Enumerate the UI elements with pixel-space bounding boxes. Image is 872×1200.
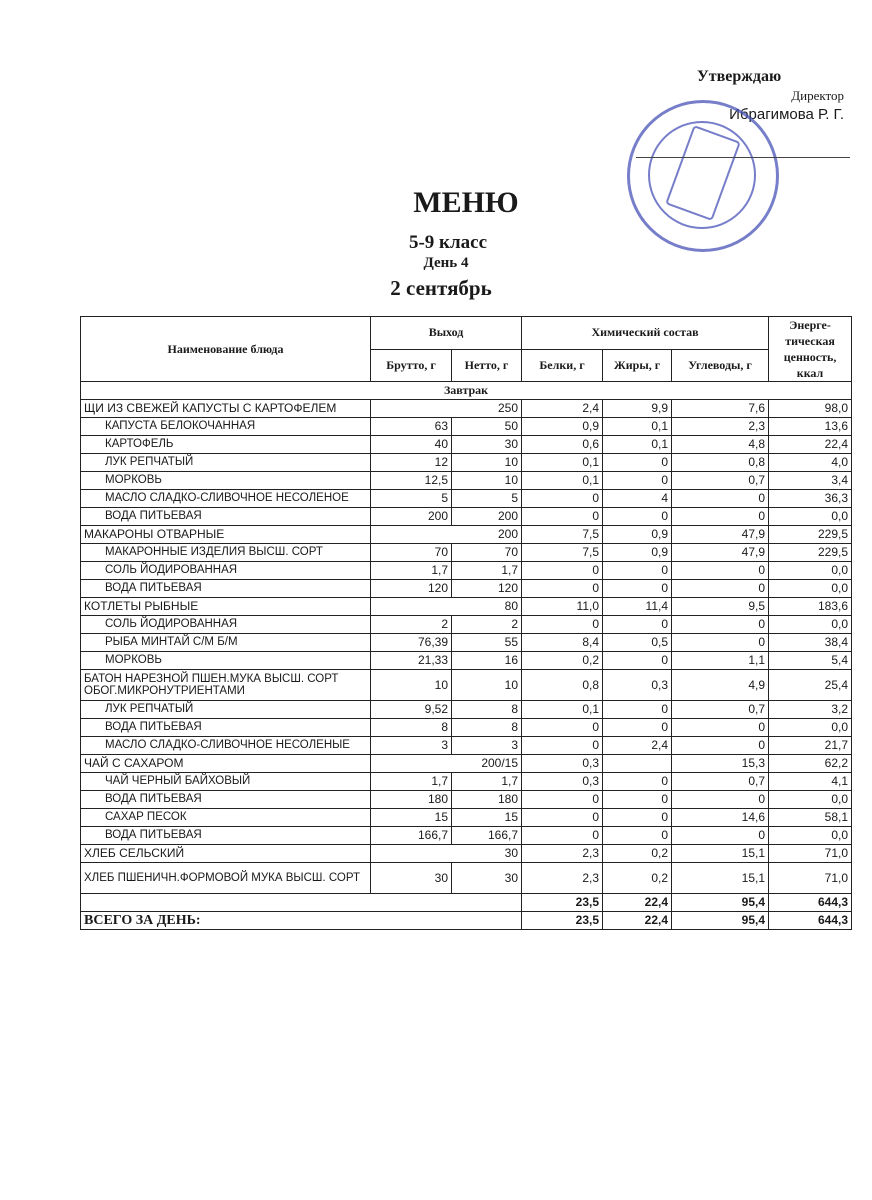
ingredient-fat: 0	[603, 791, 672, 809]
ingredient-protein: 0	[522, 580, 603, 598]
ingredient-carbs: 15,1	[672, 863, 769, 894]
ingredient-netto: 70	[452, 544, 522, 562]
ingredient-netto: 15	[452, 809, 522, 827]
ingredient-fat: 0	[603, 701, 672, 719]
ingredient-fat: 0	[603, 562, 672, 580]
dish-energy: 98,0	[769, 400, 852, 418]
ingredient-netto: 180	[452, 791, 522, 809]
ingredient-brutto: 30	[371, 863, 452, 894]
section-breakfast: Завтрак	[81, 382, 852, 400]
approver-name: Ибрагимова Р. Г.	[729, 106, 844, 123]
col-header-carbs: Углеводы, г	[672, 349, 769, 382]
ingredient-fat: 0	[603, 719, 672, 737]
ingredient-netto: 5	[452, 490, 522, 508]
ingredient-row	[81, 418, 852, 436]
ingredient-brutto: 5	[371, 490, 452, 508]
day-label: День 4	[423, 255, 469, 271]
ingredient-brutto: 12,5	[371, 472, 452, 490]
ingredient-name: БАТОН НАРЕЗНОЙ ПШЕН.МУКА ВЫСШ. СОРТ ОБОГ.МИКРОНУТРИЕНТАМИ	[81, 670, 371, 701]
dish-fat: 0,9	[603, 526, 672, 544]
ingredient-fat: 0	[603, 809, 672, 827]
dish-output: 30	[371, 845, 522, 863]
ingredient-row	[81, 634, 852, 652]
ingredient-name: МОРКОВЬ	[81, 652, 371, 670]
ingredient-brutto: 120	[371, 580, 452, 598]
menu-table	[80, 316, 852, 930]
ingredient-fat: 0	[603, 827, 672, 845]
ingredient-energy: 0,0	[769, 616, 852, 634]
ingredient-protein: 0,1	[522, 701, 603, 719]
ingredient-brutto: 40	[371, 436, 452, 454]
dish-fat: 0,2	[603, 845, 672, 863]
ingredient-carbs: 0	[672, 737, 769, 755]
ingredient-brutto: 9,52	[371, 701, 452, 719]
ingredient-energy: 13,6	[769, 418, 852, 436]
ingredient-energy: 22,4	[769, 436, 852, 454]
ingredient-protein: 0	[522, 791, 603, 809]
ingredient-netto: 50	[452, 418, 522, 436]
ingredient-row	[81, 809, 852, 827]
ingredient-fat: 0,9	[603, 544, 672, 562]
ingredient-row	[81, 670, 852, 701]
ingredient-carbs: 0	[672, 791, 769, 809]
ingredient-netto: 166,7	[452, 827, 522, 845]
dish-protein: 7,5	[522, 526, 603, 544]
ingredient-carbs: 2,3	[672, 418, 769, 436]
ingredient-carbs: 0	[672, 634, 769, 652]
ingredient-protein: 8,4	[522, 634, 603, 652]
ingredient-brutto: 12	[371, 454, 452, 472]
ingredient-protein: 0,3	[522, 773, 603, 791]
col-header-netto: Нетто, г	[452, 349, 522, 382]
dish-row	[81, 400, 852, 418]
ingredient-fat: 0	[603, 454, 672, 472]
col-header-fat: Жиры, г	[603, 349, 672, 382]
dish-name: МАКАРОНЫ ОТВАРНЫЕ	[81, 526, 371, 544]
subtotal-protein: 23,5	[522, 894, 603, 912]
ingredient-name: СОЛЬ ЙОДИРОВАННАЯ	[81, 562, 371, 580]
ingredient-carbs: 0	[672, 580, 769, 598]
total-carbs: 95,4	[672, 912, 769, 930]
date-label: 2 сентябрь	[390, 276, 492, 300]
ingredient-netto: 10	[452, 472, 522, 490]
ingredient-carbs: 4,9	[672, 670, 769, 701]
dish-carbs: 15,1	[672, 845, 769, 863]
ingredient-name: РЫБА МИНТАЙ С/М Б/М	[81, 634, 371, 652]
total-label: ВСЕГО ЗА ДЕНЬ:	[81, 912, 522, 930]
dish-row	[81, 845, 852, 863]
col-header-brutto: Брутто, г	[371, 349, 452, 382]
ingredient-energy: 0,0	[769, 791, 852, 809]
ingredient-protein: 0	[522, 719, 603, 737]
dish-name: ХЛЕБ СЕЛЬСКИЙ	[81, 845, 371, 863]
dish-fat: 11,4	[603, 598, 672, 616]
ingredient-energy: 71,0	[769, 863, 852, 894]
ingredient-row	[81, 773, 852, 791]
ingredient-netto: 30	[452, 436, 522, 454]
ingredient-carbs: 0,7	[672, 701, 769, 719]
subtotal-energy: 644,3	[769, 894, 852, 912]
class-label: 5-9 класс	[408, 232, 488, 253]
ingredient-fat: 0	[603, 616, 672, 634]
ingredient-protein: 0	[522, 827, 603, 845]
ingredient-fat: 0,3	[603, 670, 672, 701]
ingredient-carbs: 0	[672, 719, 769, 737]
ingredient-fat: 2,4	[603, 737, 672, 755]
ingredient-name: ВОДА ПИТЬЕВАЯ	[81, 719, 371, 737]
ingredient-netto: 8	[452, 701, 522, 719]
ingredient-fat: 0,1	[603, 436, 672, 454]
ingredient-energy: 5,4	[769, 652, 852, 670]
ingredient-energy: 21,7	[769, 737, 852, 755]
dish-energy: 71,0	[769, 845, 852, 863]
dish-output: 200	[371, 526, 522, 544]
ingredient-name: МАСЛО СЛАДКО-СЛИВОЧНОЕ НЕСОЛЕНОЕ	[81, 490, 371, 508]
col-header-output: Выход	[371, 317, 522, 350]
ingredient-brutto: 3	[371, 737, 452, 755]
ingredient-name: СОЛЬ ЙОДИРОВАННАЯ	[81, 616, 371, 634]
ingredient-protein: 2,3	[522, 863, 603, 894]
ingredient-brutto: 63	[371, 418, 452, 436]
ingredient-carbs: 0,8	[672, 454, 769, 472]
dish-name: ЩИ ИЗ СВЕЖЕЙ КАПУСТЫ С КАРТОФЕЛЕМ	[81, 400, 371, 418]
ingredient-name: ЛУК РЕПЧАТЫЙ	[81, 701, 371, 719]
dish-carbs: 7,6	[672, 400, 769, 418]
ingredient-row	[81, 454, 852, 472]
ingredient-netto: 10	[452, 454, 522, 472]
ingredient-brutto: 76,39	[371, 634, 452, 652]
ingredient-energy: 38,4	[769, 634, 852, 652]
ingredient-brutto: 166,7	[371, 827, 452, 845]
total-row	[81, 912, 852, 930]
ingredient-name: МОРКОВЬ	[81, 472, 371, 490]
dish-carbs: 9,5	[672, 598, 769, 616]
ingredient-name: ЧАЙ ЧЕРНЫЙ БАЙХОВЫЙ	[81, 773, 371, 791]
ingredient-fat: 0	[603, 773, 672, 791]
ingredient-carbs: 0,7	[672, 472, 769, 490]
ingredient-energy: 0,0	[769, 827, 852, 845]
ingredient-energy: 229,5	[769, 544, 852, 562]
ingredient-energy: 0,0	[769, 562, 852, 580]
ingredient-name: ЛУК РЕПЧАТЫЙ	[81, 454, 371, 472]
ingredient-name: ХЛЕБ ПШЕНИЧН.ФОРМОВОЙ МУКА ВЫСШ. СОРТ	[81, 863, 371, 894]
ingredient-fat: 0	[603, 508, 672, 526]
ingredient-row	[81, 652, 852, 670]
total-energy: 644,3	[769, 912, 852, 930]
ingredient-protein: 7,5	[522, 544, 603, 562]
dish-output: 250	[371, 400, 522, 418]
ingredient-row	[81, 737, 852, 755]
dish-fat	[603, 755, 672, 773]
ingredient-protein: 0	[522, 562, 603, 580]
ingredient-protein: 0,2	[522, 652, 603, 670]
ingredient-row	[81, 791, 852, 809]
ingredient-carbs: 0	[672, 562, 769, 580]
ingredient-name: МАКАРОННЫЕ ИЗДЕЛИЯ ВЫСШ. СОРТ	[81, 544, 371, 562]
dish-output: 200/15	[371, 755, 522, 773]
signature-line	[636, 157, 850, 158]
ingredient-carbs: 0	[672, 827, 769, 845]
ingredient-protein: 0,9	[522, 418, 603, 436]
dish-protein: 0,3	[522, 755, 603, 773]
ingredient-netto: 120	[452, 580, 522, 598]
ingredient-netto: 30	[452, 863, 522, 894]
ingredient-row	[81, 827, 852, 845]
ingredient-netto: 2	[452, 616, 522, 634]
ingredient-brutto: 1,7	[371, 773, 452, 791]
dish-row	[81, 598, 852, 616]
dish-output: 80	[371, 598, 522, 616]
ingredient-energy: 36,3	[769, 490, 852, 508]
ingredient-fat: 4	[603, 490, 672, 508]
page-title: МЕНЮ	[413, 186, 519, 219]
dish-energy: 229,5	[769, 526, 852, 544]
ingredient-carbs: 0,7	[672, 773, 769, 791]
ingredient-fat: 0	[603, 652, 672, 670]
ingredient-row	[81, 863, 852, 894]
ingredient-energy: 58,1	[769, 809, 852, 827]
subtotal-fat: 22,4	[603, 894, 672, 912]
ingredient-energy: 25,4	[769, 670, 852, 701]
ingredient-energy: 3,4	[769, 472, 852, 490]
ingredient-carbs: 0	[672, 508, 769, 526]
ingredient-netto: 55	[452, 634, 522, 652]
ingredient-carbs: 0	[672, 490, 769, 508]
ingredient-row	[81, 701, 852, 719]
ingredient-protein: 0	[522, 809, 603, 827]
col-header-chem: Химический состав	[522, 317, 769, 350]
ingredient-protein: 0	[522, 490, 603, 508]
ingredient-row	[81, 580, 852, 598]
ingredient-carbs: 14,6	[672, 809, 769, 827]
dish-protein: 11,0	[522, 598, 603, 616]
stamp-seal-icon	[627, 100, 779, 252]
ingredient-row	[81, 436, 852, 454]
ingredient-name: САХАР ПЕСОК	[81, 809, 371, 827]
ingredient-carbs: 47,9	[672, 544, 769, 562]
approve-label: Утверждаю	[697, 68, 782, 85]
ingredient-fat: 0,1	[603, 418, 672, 436]
ingredient-name: ВОДА ПИТЬЕВАЯ	[81, 580, 371, 598]
ingredient-fat: 0	[603, 580, 672, 598]
dish-name: ЧАЙ С САХАРОМ	[81, 755, 371, 773]
ingredient-netto: 200	[452, 508, 522, 526]
ingredient-carbs: 1,1	[672, 652, 769, 670]
ingredient-name: МАСЛО СЛАДКО-СЛИВОЧНОЕ НЕСОЛЕНЫЕ	[81, 737, 371, 755]
ingredient-energy: 0,0	[769, 719, 852, 737]
ingredient-name: КАПУСТА БЕЛОКОЧАННАЯ	[81, 418, 371, 436]
dish-row	[81, 526, 852, 544]
ingredient-fat: 0,5	[603, 634, 672, 652]
ingredient-row	[81, 472, 852, 490]
total-protein: 23,5	[522, 912, 603, 930]
ingredient-name: КАРТОФЕЛЬ	[81, 436, 371, 454]
ingredient-carbs: 4,8	[672, 436, 769, 454]
ingredient-energy: 0,0	[769, 508, 852, 526]
ingredient-energy: 0,0	[769, 580, 852, 598]
ingredient-energy: 3,2	[769, 701, 852, 719]
ingredient-energy: 4,1	[769, 773, 852, 791]
ingredient-row	[81, 719, 852, 737]
ingredient-netto: 10	[452, 670, 522, 701]
dish-fat: 9,9	[603, 400, 672, 418]
ingredient-brutto: 21,33	[371, 652, 452, 670]
ingredient-row	[81, 616, 852, 634]
ingredient-netto: 16	[452, 652, 522, 670]
ingredient-brutto: 180	[371, 791, 452, 809]
ingredient-row	[81, 508, 852, 526]
dish-protein: 2,3	[522, 845, 603, 863]
ingredient-fat: 0,2	[603, 863, 672, 894]
total-fat: 22,4	[603, 912, 672, 930]
ingredient-brutto: 1,7	[371, 562, 452, 580]
ingredient-protein: 0	[522, 508, 603, 526]
ingredient-row	[81, 544, 852, 562]
dish-name: КОТЛЕТЫ РЫБНЫЕ	[81, 598, 371, 616]
dish-carbs: 15,3	[672, 755, 769, 773]
subtotal-carbs: 95,4	[672, 894, 769, 912]
ingredient-protein: 0,1	[522, 454, 603, 472]
subtotal-blank	[81, 894, 522, 912]
col-header-name: Наименование блюда	[81, 317, 371, 382]
ingredient-row	[81, 490, 852, 508]
ingredient-brutto: 15	[371, 809, 452, 827]
dish-energy: 183,6	[769, 598, 852, 616]
dish-carbs: 47,9	[672, 526, 769, 544]
dish-energy: 62,2	[769, 755, 852, 773]
ingredient-netto: 3	[452, 737, 522, 755]
ingredient-energy: 4,0	[769, 454, 852, 472]
ingredient-row	[81, 562, 852, 580]
ingredient-protein: 0,1	[522, 472, 603, 490]
ingredient-brutto: 70	[371, 544, 452, 562]
ingredient-name: ВОДА ПИТЬЕВАЯ	[81, 827, 371, 845]
ingredient-brutto: 2	[371, 616, 452, 634]
col-header-energy: Энерге-тическая ценность, ккал	[769, 317, 852, 382]
dish-row	[81, 755, 852, 773]
dish-protein: 2,4	[522, 400, 603, 418]
subtotal-row	[81, 894, 852, 912]
col-header-protein: Белки, г	[522, 349, 603, 382]
ingredient-protein: 0	[522, 737, 603, 755]
ingredient-protein: 0	[522, 616, 603, 634]
ingredient-netto: 8	[452, 719, 522, 737]
ingredient-protein: 0,8	[522, 670, 603, 701]
ingredient-brutto: 8	[371, 719, 452, 737]
ingredient-protein: 0,6	[522, 436, 603, 454]
ingredient-netto: 1,7	[452, 773, 522, 791]
ingredient-name: ВОДА ПИТЬЕВАЯ	[81, 508, 371, 526]
ingredient-netto: 1,7	[452, 562, 522, 580]
ingredient-brutto: 10	[371, 670, 452, 701]
ingredient-carbs: 0	[672, 616, 769, 634]
ingredient-fat: 0	[603, 472, 672, 490]
approver-position: Директор	[791, 88, 844, 103]
ingredient-brutto: 200	[371, 508, 452, 526]
ingredient-name: ВОДА ПИТЬЕВАЯ	[81, 791, 371, 809]
